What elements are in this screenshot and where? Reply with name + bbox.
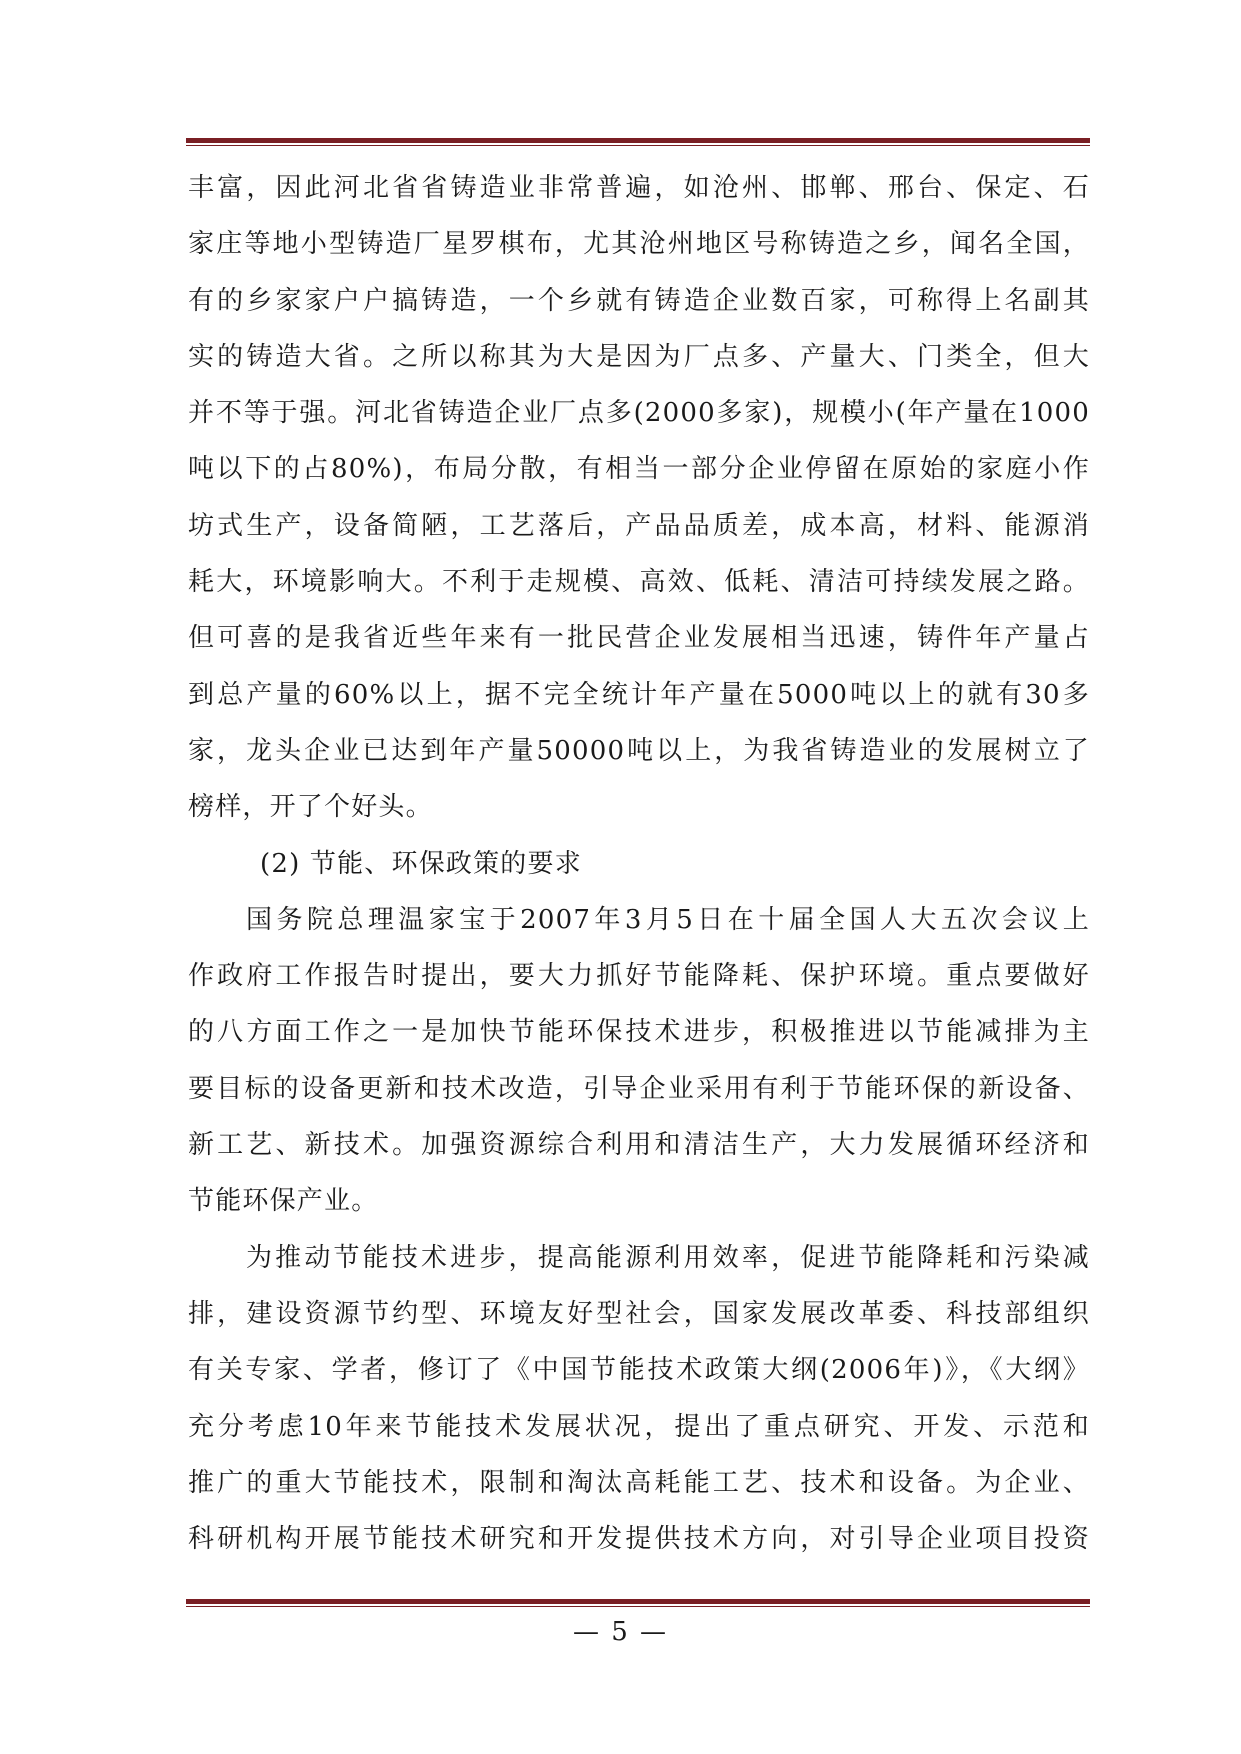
page-number: — 5 — [572, 1617, 669, 1647]
text-line: 国务院总理温家宝于2007年3月5日在十届全国人大五次会议上 [246, 904, 1090, 935]
text-line: 作政府工作报告时提出，要大力抓好节能降耗、保护环境。重点要做好 [188, 961, 1090, 992]
text-line: 新工艺、新技术。加强资源综合利用和清洁生产，大力发展循环经济和 [188, 1130, 1090, 1161]
body-text [188, 160, 1090, 1567]
header-rule [186, 138, 1090, 146]
text-line: 的八方面工作之一是加快节能环保技术进步，积极推进以节能减排为主 [188, 1017, 1090, 1048]
text-line: 推广的重大节能技术，限制和淘汰高耗能工艺、技术和设备。为企业、 [188, 1467, 1090, 1498]
text-line: 有关专家、学者，修订了《中国节能技术政策大纲(2006年)》，《大纲》 [188, 1355, 1090, 1386]
text-line: 家，龙头企业已达到年产量50000吨以上，为我省铸造业的发展树立了 [188, 735, 1090, 766]
text-line: 节能环保产业。 [188, 1186, 379, 1217]
text-line: 到总产量的60%以上，据不完全统计年产量在5000吨以上的就有30多 [188, 679, 1090, 710]
text-line: 吨以下的占80%)，布局分散，有相当一部分企业停留在原始的家庭小作 [188, 454, 1090, 485]
text-line: 家庄等地小型铸造厂星罗棋布，尤其沧州地区号称铸造之乡，闻名全国， [188, 229, 1090, 260]
text-line: 为推动节能技术进步，提高能源利用效率，促进节能降耗和污染减 [246, 1242, 1090, 1273]
section-heading: (2) 节能、环保政策的要求 [260, 848, 582, 879]
text-line: 丰富，因此河北省省铸造业非常普遍，如沧州、邯郸、邢台、保定、石 [188, 173, 1090, 203]
text-line: 实的铸造大省。之所以称其为大是因为厂点多、产量大、门类全，但大 [188, 341, 1090, 372]
text-line: 但可喜的是我省近些年来有一批民营企业发展相当迅速，铸件年产量占 [188, 623, 1090, 654]
text-line: 要目标的设备更新和技术改造，引导企业采用有利于节能环保的新设备、 [188, 1073, 1090, 1104]
text-line: 充分考虑10年来节能技术发展状况，提出了重点研究、开发、示范和 [188, 1411, 1090, 1442]
text-line: 科研机构开展节能技术研究和开发提供技术方向，对引导企业项目投资 [188, 1524, 1090, 1555]
text-line: 耗大，环境影响大。不利于走规模、高效、低耗、清洁可持续发展之路。 [188, 567, 1090, 598]
text-line: 榜样，开了个好头。 [188, 792, 433, 823]
text-line: 有的乡家家户户搞铸造，一个乡就有铸造企业数百家，可称得上名副其 [188, 285, 1090, 316]
text-line: 坊式生产，设备简陋，工艺落后，产品品质差，成本高，材料、能源消 [188, 510, 1090, 541]
text-line: 排，建设资源节约型、环境友好型社会，国家发展改革委、科技部组织 [188, 1298, 1090, 1329]
text-line: 并不等于强。河北省铸造企业厂点多(2000多家)，规模小(年产量在1000 [188, 398, 1090, 429]
footer-rule [186, 1599, 1090, 1607]
